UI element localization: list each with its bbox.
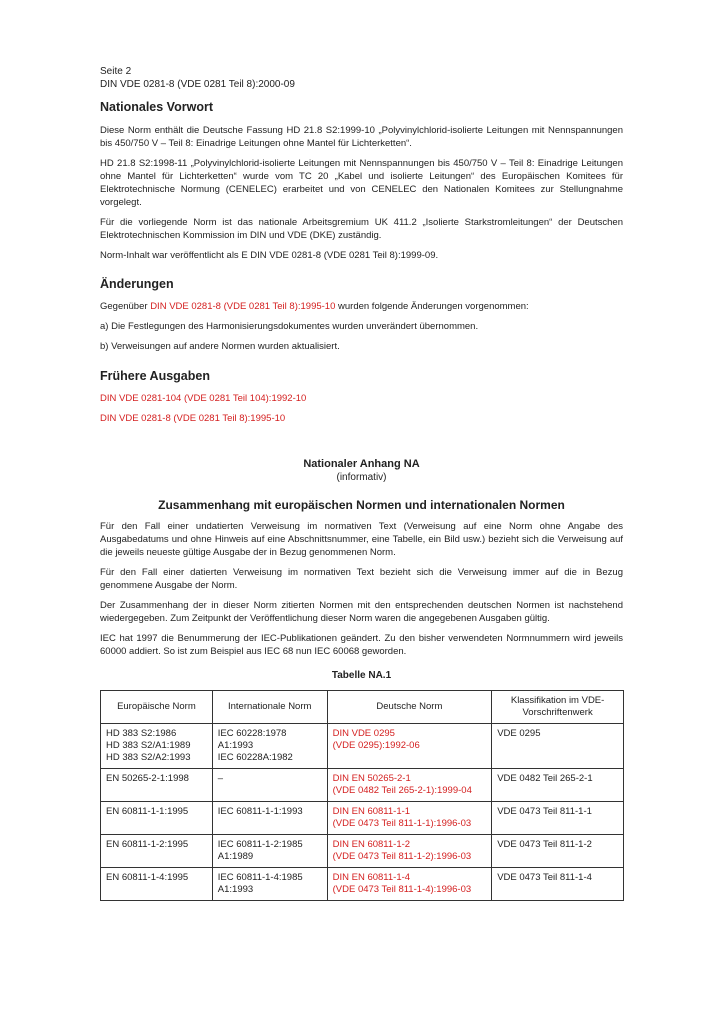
column-header: Europäische Norm <box>101 691 213 724</box>
table-row <box>101 802 624 835</box>
document-page <box>100 65 623 901</box>
annex-title: Nationaler Anhang NA <box>303 458 420 470</box>
aenderungen-title: Änderungen <box>100 277 174 291</box>
de-norm-link[interactable]: DIN EN 60811-1-2 (VDE 0473 Teil 811-1-2):1996-03 <box>327 835 492 868</box>
klass-cell: VDE 0473 Teil 811-1-2 <box>492 835 624 868</box>
column-header: Internationale Norm <box>212 691 327 724</box>
table-row <box>101 769 624 802</box>
int-norm-cell: IEC 60811-1-1:1993 <box>212 802 327 835</box>
klass-cell: VDE 0473 Teil 811-1-4 <box>492 868 624 901</box>
eu-norm-cell: EN 60811-1-4:1995 <box>101 868 213 901</box>
column-header: Klassifikation im VDE-Vorschriftenwerk <box>492 691 624 724</box>
eu-norm-cell: EN 60811-1-2:1995 <box>101 835 213 868</box>
int-norm-cell: IEC 60228:1978 A1:1993 IEC 60228A:1982 <box>212 724 327 769</box>
aenderungen-intro <box>100 300 623 313</box>
table-row <box>101 724 624 769</box>
annex-heading: Zusammenhang mit europäischen Normen und internationalen Normen <box>158 498 565 512</box>
vorwort-paragraph: Norm-Inhalt war veröffentlicht als E DIN VDE 0281-8 (VDE 0281 Teil 8):1999-09. <box>100 250 439 261</box>
annex-paragraph: Für den Fall einer datierten Verweisung im normativen Text bezieht sich die Verweisung immer auf die in Bezug genommene Ausgabe der Norm. <box>100 567 623 591</box>
klass-cell: VDE 0473 Teil 811-1-1 <box>492 802 624 835</box>
annex-paragraph: IEC hat 1997 die Benummerung der IEC-Publikationen geändert. Zu den bisher verwendeten Normnummern wird jeweils 60000 addiert. So ist zum Beispiel aus IEC 68 nun IEC 60068 geworden. <box>100 633 623 657</box>
eu-norm-cell: EN 60811-1-1:1995 <box>101 802 213 835</box>
annex-subtitle: (informativ) <box>336 472 387 483</box>
table-row <box>101 868 624 901</box>
table-caption: Tabelle NA.1 <box>331 670 392 681</box>
klass-cell: VDE 0295 <box>492 724 624 769</box>
vorwort-paragraph: Für die vorliegende Norm ist das nationale Arbeitsgremium UK 411.2 „Isolierte Starkstromleitungen“ der Deutschen Elektrotechnischen Kommission im DIN und VDE (DKE) zuständig. <box>100 217 623 241</box>
column-header: Deutsche Norm <box>327 691 492 724</box>
eu-norm-cell: EN 50265-2-1:1998 <box>101 769 213 802</box>
fruehere-title: Frühere Ausgaben <box>100 369 210 383</box>
de-norm-link[interactable]: DIN EN 50265-2-1 (VDE 0482 Teil 265-2-1):1999-04 <box>327 769 492 802</box>
previous-edition-link[interactable]: DIN VDE 0281-8 (VDE 0281 Teil 8):1995-10 <box>100 413 286 424</box>
eu-norm-cell: HD 383 S2:1986 HD 383 S2/A1:1989 HD 383 S2/A2:1993 <box>101 724 213 769</box>
document-id: DIN VDE 0281-8 (VDE 0281 Teil 8):2000-09 <box>100 79 295 90</box>
norm-table <box>100 690 624 901</box>
list-item: a) Die Festlegungen des Harmonisierungsdokumentes wurden unverändert übernommen. <box>100 321 479 332</box>
annex-paragraph: Für den Fall einer undatierten Verweisung im normativen Text (Verweisung auf eine Norm ohne Angabe des Ausgabedatums und ohne Hinweis auf eine Abschnittsnummer, eine Tabelle, ein Bild usw.) bezieht sich die Verweisung auf die jeweils neueste gültige Ausgabe der in Bezug genommenen Norm. <box>100 521 623 558</box>
int-norm-cell: – <box>212 769 327 802</box>
de-norm-link[interactable]: DIN VDE 0295 (VDE 0295):1992-06 <box>327 724 492 769</box>
table-row <box>101 835 624 868</box>
vorwort-paragraph: HD 21.8 S2:1998-11 „Polyvinylchlorid-isolierte Leitungen mit Nennspannungen bis 450/750 V – Teil 8: Einadrige Leitungen ohne Mantel für Lichterketten“ wurde vom TC 20 „Kabel und isolierte Leitungen“ des Europäischen Komitees für Elektrotechnische Normung (CENELEC) erarbeitet und von CENELEC den Nationalen Komitees zur Stellungnahme vorgelegt. <box>100 158 623 208</box>
de-norm-link[interactable]: DIN EN 60811-1-4 (VDE 0473 Teil 811-1-4):1996-03 <box>327 868 492 901</box>
intro-text: wurden folgende Änderungen vorgenommen: <box>335 301 529 312</box>
table-header-row <box>101 691 624 724</box>
de-norm-link[interactable]: DIN EN 60811-1-1 (VDE 0473 Teil 811-1-1):1996-03 <box>327 802 492 835</box>
int-norm-cell: IEC 60811-1-4:1985 A1:1993 <box>212 868 327 901</box>
page-number: Seite 2 <box>100 66 132 77</box>
intro-text: Gegenüber <box>100 301 151 312</box>
norm-reference-link[interactable]: DIN VDE 0281-8 (VDE 0281 Teil 8):1995-10 <box>150 301 336 312</box>
vorwort-title: Nationales Vorwort <box>100 100 213 114</box>
vorwort-paragraph: Diese Norm enthält die Deutsche Fassung HD 21.8 S2:1999-10 „Polyvinylchlorid-isolierte Leitungen mit Nennspannungen bis 450/750 V – Teil 8: Einadrige Leitungen ohne Mantel für Lichterketten“. <box>100 125 623 149</box>
int-norm-cell: IEC 60811-1-2:1985 A1:1989 <box>212 835 327 868</box>
list-item: b) Verweisungen auf andere Normen wurden aktualisiert. <box>100 341 340 352</box>
previous-edition-link[interactable]: DIN VDE 0281-104 (VDE 0281 Teil 104):1992-10 <box>100 393 307 404</box>
annex-paragraph: Der Zusammenhang der in dieser Norm zitierten Normen mit den entsprechenden deutschen Normen ist nachstehend wiedergegeben. Zum Zeitpunkt der Veröffentlichung dieser Norm waren die angegebenen Ausgaben gültig. <box>100 600 623 624</box>
klass-cell: VDE 0482 Teil 265-2-1 <box>492 769 624 802</box>
